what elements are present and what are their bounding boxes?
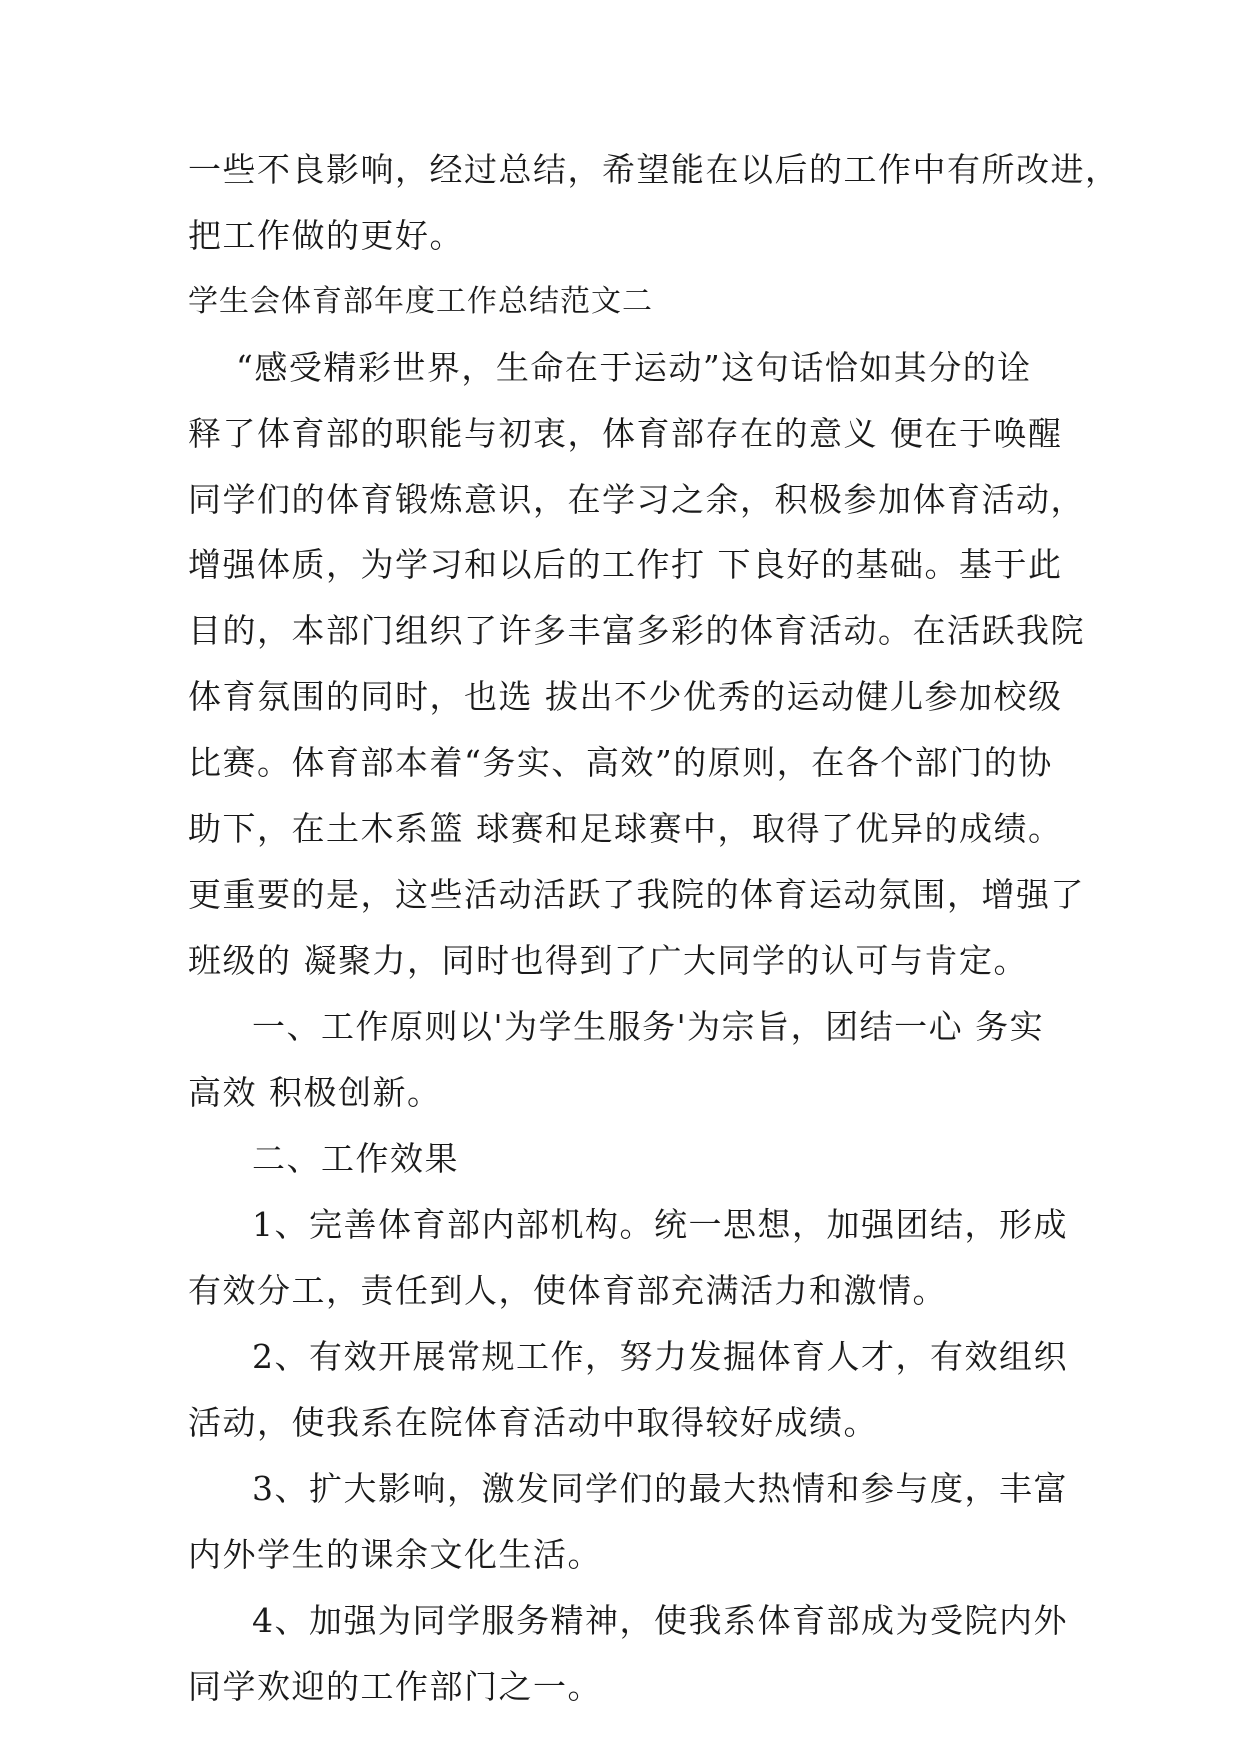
list-item-line: 1、完善体育部内部机构。统一思想，加强团结，形成 (252, 1205, 1068, 1244)
section-title: 学生会体育部年度工作总结范文二 (188, 284, 653, 319)
paragraph-line: 比赛。体育部本着“务实、高效”的原则，在各个部门的协 (188, 743, 1053, 782)
principle-line: 高效 积极创新。 (188, 1073, 442, 1112)
list-item-line: 内外学生的课余文化生活。 (188, 1535, 602, 1574)
paragraph-line: 同学们的体育锻炼意识，在学习之余，积极参加体育活动， (188, 480, 1085, 519)
list-item-line: 4、加强为同学服务精神，使我系体育部成为受院内外 (252, 1601, 1068, 1640)
paragraph-line: “感受精彩世界，生命在于运动”这句话恰如其分的诠 (236, 348, 1032, 387)
paragraph-line: 体育氛围的同时，也选 拔出不少优秀的运动健儿参加校级 (188, 677, 1063, 716)
paragraph-line: 更重要的是，这些活动活跃了我院的体育运动氛围，增强了 (188, 875, 1085, 914)
list-item-line: 有效分工，责任到人，使体育部充满活力和激情。 (188, 1271, 947, 1310)
intro-line: 一些不良影响，经过总结，希望能在以后的工作中有所改进， (188, 150, 1120, 189)
list-item-line: 2、有效开展常规工作，努力发掘体育人才，有效组织 (252, 1337, 1068, 1376)
list-item-line: 同学欢迎的工作部门之一。 (188, 1667, 602, 1706)
paragraph-line: 释了体育部的职能与初衷，体育部存在的意义 便在于唤醒 (188, 414, 1063, 453)
paragraph-line: 目的，本部门组织了许多丰富多彩的体育活动。在活跃我院 (188, 611, 1085, 650)
list-item-line: 3、扩大影响，激发同学们的最大热情和参与度，丰富 (252, 1469, 1068, 1508)
paragraph-line: 助下，在土木系篮 球赛和足球赛中，取得了优异的成绩。 (188, 809, 1063, 848)
list-item-line: 活动，使我系在院体育活动中取得较好成绩。 (188, 1403, 878, 1442)
principle-line: 一、工作原则以'为学生服务'为宗旨，团结一心 务实 (252, 1007, 1045, 1046)
paragraph-line: 班级的 凝聚力，同时也得到了广大同学的认可与肯定。 (188, 941, 1028, 980)
paragraph-line: 增强体质，为学习和以后的工作打 下良好的基础。基于此 (188, 545, 1063, 584)
intro-line: 把工作做的更好。 (188, 216, 464, 255)
results-heading: 二、工作效果 (252, 1139, 459, 1178)
